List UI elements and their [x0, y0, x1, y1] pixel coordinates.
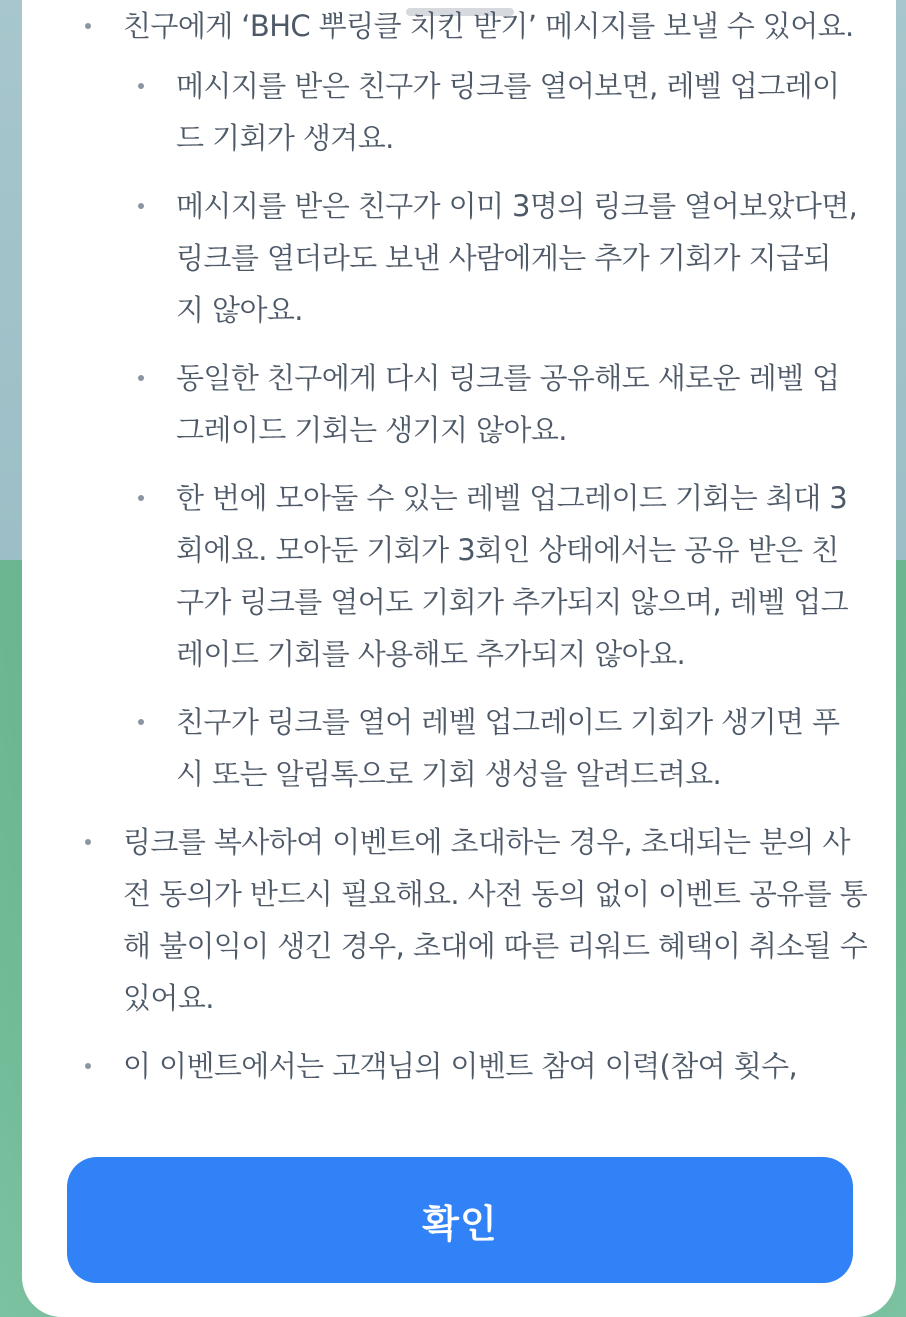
sub-notice-item — [22, 352, 876, 456]
notice-text: 링크를 복사하여 이벤트에 초대하는 경우, 초대되는 분의 사전 동의가 반드시 필요해요. 사전 동의 없이 이벤트 공유를 통해 불이익이 생긴 경우, 초대에 따른 리워드 혜택이 취소될 수 있어요. — [123, 825, 868, 1015]
sub-notice-text: 메시지를 받은 친구가 이미 3명의 링크를 열어보았다면, 링크를 열더라도 보낸 사람에게는 추가 기회가 지급되지 않아요. — [176, 189, 858, 327]
notice-scroll-area[interactable] — [22, 0, 896, 1146]
bullet-dot — [85, 23, 91, 29]
bullet-dot — [138, 83, 144, 89]
notice-text: 친구에게 ‘BHC 뿌링클 치킨 받기’ 메시지를 보낼 수 있어요. — [123, 9, 854, 43]
bullet-dot — [85, 839, 91, 845]
sub-notice-item — [22, 696, 876, 800]
notice-item — [22, 0, 896, 800]
sub-notice-list — [22, 60, 876, 800]
notice-text: 이 이벤트에서는 고객님의 이벤트 참여 이력(참여 횟수, — [123, 1049, 798, 1083]
sub-notice-text: 메시지를 받은 친구가 링크를 열어보면, 레벨 업그레이드 기회가 생겨요. — [176, 69, 840, 155]
sub-notice-text: 친구가 링크를 열어 레벨 업그레이드 기회가 생기면 푸시 또는 알림톡으로 기회 생성을 알려드려요. — [176, 705, 840, 791]
notice-item — [22, 816, 896, 1024]
sub-notice-item — [22, 60, 876, 164]
notice-list — [22, 0, 896, 1092]
bottom-sheet — [22, 0, 896, 1317]
confirm-button[interactable]: 확인 — [67, 1157, 853, 1283]
bullet-dot — [138, 719, 144, 725]
sub-notice-text: 동일한 친구에게 다시 링크를 공유해도 새로운 레벨 업그레이드 기회는 생기지 않아요. — [176, 361, 840, 447]
sub-notice-item — [22, 180, 876, 336]
sub-notice-text: 한 번에 모아둘 수 있는 레벨 업그레이드 기회는 최대 3회에요. 모아둔 기회가 3회인 상태에서는 공유 받은 친구가 링크를 열어도 기회가 추가되지 않으며, 레벨 업그레이드 기회를 사용해도 추가되지 않아요. — [176, 481, 849, 671]
notice-item — [22, 1040, 896, 1092]
bullet-dot — [138, 203, 144, 209]
bullet-dot — [138, 375, 144, 381]
bullet-dot — [85, 1063, 91, 1069]
bullet-dot — [138, 495, 144, 501]
sub-notice-item — [22, 472, 876, 680]
